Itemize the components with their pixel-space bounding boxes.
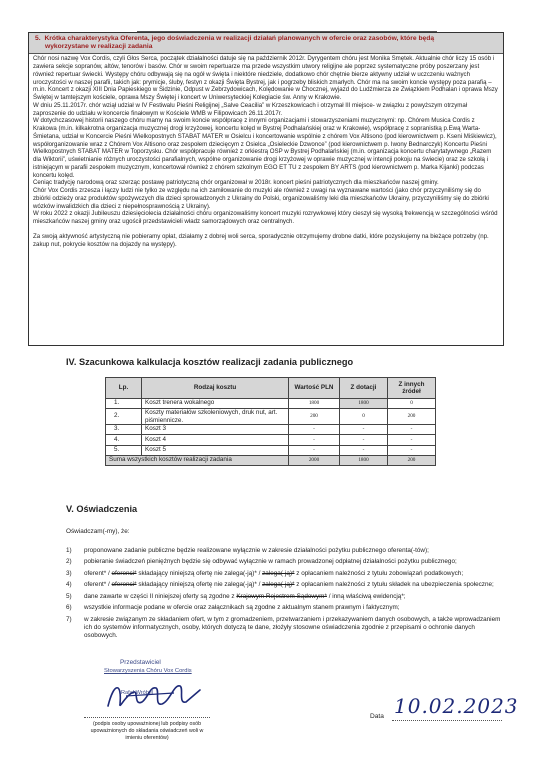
table-row <box>106 399 436 409</box>
item-text-a: oferent* / <box>84 581 110 589</box>
declaration-item <box>66 547 506 555</box>
underline-mark <box>137 31 437 32</box>
sum-label: Suma wszystkich kosztów realizacji zadania <box>106 455 289 465</box>
cell-other: 200 <box>388 409 436 424</box>
cell-grant: - <box>340 445 388 455</box>
table-row <box>106 409 436 424</box>
cell-cost-name: Koszty materiałów szkoleniowych, druk nut, art. piśmiennicze. <box>142 409 289 424</box>
struck-text: Krajowym Rejestrem Sądowym* <box>236 592 327 600</box>
header-other-sources: Z innych źródeł <box>388 378 436 399</box>
cost-table <box>105 377 436 466</box>
stamp-name: Rafał Wróbel <box>121 690 154 696</box>
cell-cost-name: Koszt trenera wokalnego <box>142 399 289 409</box>
declaration-item <box>66 604 506 612</box>
cell-grant: - <box>340 435 388 445</box>
item-text-a: oferent* / <box>84 569 110 577</box>
cell-value: 200 <box>289 409 340 424</box>
cell-lp: 1. <box>106 399 142 409</box>
sum-other: 200 <box>388 455 436 465</box>
cell-value: 1800 <box>289 399 340 409</box>
cell-other: - <box>388 435 436 445</box>
table-row <box>106 445 436 455</box>
date-line <box>392 720 502 721</box>
cost-table-frame <box>105 377 435 495</box>
declaration-item <box>66 570 506 578</box>
item-text: pobieranie świadczeń pieniężnych będzie się odbywać wyłącznie w ramach prowadzonej odpłatnej działalności pożytku publicznego; <box>84 558 457 566</box>
cell-other: - <box>388 445 436 455</box>
cell-grant: - <box>340 424 388 434</box>
header-grant: Z dotacji <box>340 378 388 399</box>
date-label: Data <box>370 713 384 720</box>
struck-text: oferenci* <box>111 569 137 577</box>
cell-other: - <box>388 424 436 434</box>
item-number: 1) <box>66 547 72 554</box>
paragraph-cooperation: W dotychczasowej historii naszego chóru mamy na swoim koncie współpracę z innymi organizacjami i stowarzyszeniami muzycznymi: np. Chórem Musica Cordis z Krakowa (m.in. kilkakrotna organizacja muzycznej drogi krzyżowej, koncertu kolęd w Bystrej Podhalańskiej oraz w Krakowie), współpracę z sopranistką p.Ewą Warta-Śmietana, udział w Koncercie Pieśni Wielkopostnych STABAT MATER w Osielcu i koncertowanie wspólnie z chórem Vox Altisono (pod kierownictwem p. Kseni Miśkiewicz), współorganizowanie wraz z Chórem Vox Altisono oraz zespołem dziecięcym z Osielca „Osieleckie Dzwonce” (pod kierownictwem p. Iwony Bednarczyk) Koncertu Pieśni Wielkopostnych STABAT MATER w Toporzysku. Chór współpracuje również z orkiestrą OSP w Bystrej Podhalańskiej (m.in. organizacja koncertu charytatywnego „Razem dla Wiktorii”, uświetnianie różnych uroczystości parafialnych, wspólne organizowanie drogi krzyżowej w oprawie muzycznej w intencji pokoju na świecie) oraz ze szkołą i istniejącym w parafii zespołem muzycznym, koncertował również z chórem szkolnym EGO ET TU z zespołem BY ARTS (pod kierownictwem p. Marka Kijanki) podczas koncertu kolęd. <box>33 117 497 179</box>
section-5-box <box>28 32 504 346</box>
struck-text: zalega(-ją)* <box>262 569 295 577</box>
section-5-body <box>29 54 503 248</box>
struck-text: zalega(-ją)* <box>262 581 295 589</box>
item-number: 6) <box>66 604 72 612</box>
table-row <box>106 435 436 445</box>
item-text: proponowane zadanie publiczne będzie realizowane wyłącznie w zakresie działalności pożytku publicznego oferenta(-tów); <box>84 547 429 554</box>
declaration-item <box>66 593 506 601</box>
paragraph-values: Chór Vox Cordis zrzesza i łączy ludzi nie tylko ze względu na ich zamiłowanie do muzyki ale również z uwagi na wyznawane wartości (jako chór przyczyniliśmy się do zbiórki odzieży oraz produktów spożywczych dla dzieci sprowadzonych z Ukrainy do Polski, organizowaliśmy leki dla mieszkańców Ukrainy, przyczyniliśmy się do zbiórki wózków inwalidzkich dla dzieci z niepełnosprawnością z Ukrainy). <box>33 187 489 210</box>
section-5-heading-line1: Krótka charakterystyka Oferenta, jego doświadczenia w realizacji działań planowanych w ofercie oraz zasobów, które będą <box>44 35 435 42</box>
cell-other: 0 <box>388 399 436 409</box>
item-text-c: składający niniejszą ofertę nie zalega(-ją)* / <box>136 581 263 589</box>
item-text-c: / inną właściwą ewidencją*; <box>326 592 406 600</box>
cell-value: - <box>289 445 340 455</box>
declaration-intro: Oświadczam(-my), że: <box>66 528 130 535</box>
header-value: Wartość PLN <box>289 378 340 399</box>
cell-cost-name: Koszt 3 <box>142 424 289 434</box>
item-text: wszystkie informacje podane w ofercie oraz załącznikach są zgodne z aktualnym stanem prawnym i faktycznym; <box>84 604 400 612</box>
struck-text: oferenci* <box>111 581 137 589</box>
handwritten-date: 10.02.2023 <box>394 694 519 718</box>
cell-lp: 5. <box>106 445 142 455</box>
sum-value: 2000 <box>289 455 340 465</box>
signature-caption: (podpis osoby upoważnionej lub podpisy osób upoważnionych do składania oświadczeń woli w imieniu oferentów) <box>90 721 204 741</box>
item-number: 3) <box>66 569 72 577</box>
stamp-organization: Stowarzyszenia Chóru Vox Cordis <box>104 668 192 674</box>
cell-value: - <box>289 424 340 434</box>
item-number: 2) <box>66 558 72 566</box>
item-text-e: z opłacaniem należności z tytułu składek na ubezpieczenia społeczne; <box>294 581 494 589</box>
table-row <box>106 424 436 434</box>
section-v-title: V. Oświadczenia <box>66 504 138 514</box>
table-sum-row <box>106 455 436 465</box>
item-text-c: składający niniejszą ofertę nie zalega(-ją)* / <box>136 569 263 577</box>
cell-lp: 4. <box>106 435 142 445</box>
section-5-heading <box>29 33 503 54</box>
paragraph-jubilee: W roku 2022 z okazji Jubileuszu dziesięciolecia działalności chóru organizowaliśmy koncert muzyki rozrywkowej który cieszył się wysoką frekwencją w szczególności wśród mieszkańców naszej gminy oraz ugościł przedstawicieli władz samorządowych oraz centralnych. <box>33 210 498 226</box>
cell-lp: 3. <box>106 424 142 434</box>
item-number: 7) <box>66 615 72 623</box>
handwritten-signature <box>104 676 204 716</box>
section-4-title: IV. Szacunkowa kalkulacja kosztów realizacji zadania publicznego <box>66 357 354 367</box>
paragraph-patriotic: Ceniąc tradycję narodową oraz szerząc postawę patriotyczną chór organizował w 2018r. koncert pieśni patriotycznych dla mieszkańców naszej gminy. <box>33 179 439 187</box>
declaration-item <box>66 581 506 589</box>
paragraph-history: Chór nosi nazwę Vox Cordis, czyli Głos Serca, początek działalności datuje się na październik 2012r. Dyrygentem chóru jest Monika Smętek. Aktualnie chór liczy 15 osób i zawiera sekcje sopranów, altów, tenorów i basów. Chór w swoim repertuarze ma przede wszystkim utwory religijne ale poprzez systematyczne próby poszerzany jest również repertuar świecki. Występy chóru odbywają się na ogół w święta i niektóre niedziele, dodatkowo chór chętnie bierze aktywny udział w uczczeniu ważnych uroczystości w naszej parafii, takich jak: prymicje, śluby, festyn z okazji Święta Bystrej, jak i pogrzeby bliskich zmarłych. Chór ma na swoim koncie występy poza parafią – m.in. Koncert z okazji XIII Dnia Papieskiego w Sidzinie, Odpust w Zebrzydowicach, Kolędowanie w Chocznej, wyjazd do Ludźmierza ze Związkiem Podhalan i oprawa Mszy Świętej w tamtejszym kościele, oprawa Mszy Świętej i koncert w Uniwersyteckiej Kolegiacie św. Anny w Krakowie. <box>33 55 498 102</box>
sum-grant: 1800 <box>340 455 388 465</box>
cell-cost-name: Koszt 5 <box>142 445 289 455</box>
declarations-list <box>66 547 506 644</box>
header-lp: Lp. <box>106 378 142 399</box>
paragraph-festival: W dniu 25.11.2017r. chór wziął udział w IV Festiwalu Pieśni Religijnej „Salve Ceacilia” w Krzeszkowicach i otrzymał III miejsce- w związku z powyższym otrzymał zaproszenie do udziału w koncercie finałowym w Kościele WMB w Filipowicach 26.11.2017r. <box>33 101 468 117</box>
header-cost-type: Rodzaj kosztu <box>142 378 289 399</box>
item-text-e: z opłacaniem należności z tytułu zobowiązań podatkowych; <box>294 569 464 577</box>
declaration-item <box>66 616 506 640</box>
cell-value: - <box>289 435 340 445</box>
cell-grant: 0 <box>340 409 388 424</box>
declaration-item <box>66 558 506 566</box>
cell-lp: 2. <box>106 409 142 424</box>
section-5-number: 5. <box>35 35 41 42</box>
item-number: 5) <box>66 592 72 600</box>
cell-cost-name: Koszt 4 <box>142 435 289 445</box>
paragraph-funding: Za swoją aktywność artystyczną nie pobieramy opłat, działamy z dobrej woli serca, sporadycznie otrzymujemy drobne datki, które pozyskujemy na bieżące potrzeby (np. zakup nut, pokrycie kosztów na dojazdy na występy). <box>33 232 489 248</box>
cell-grant: 1800 <box>340 399 388 409</box>
stamp-title: Przedstawiciel <box>120 659 161 666</box>
cost-table-header-row <box>106 378 436 399</box>
item-text: w zakresie związanym ze składaniem ofert, w tym z gromadzeniem, przetwarzaniem i przekazywaniem danych osobowych, a także wprowadzaniem ich do systemów informatycznych, osoby, których dotyczą te dane, złożyły stosowne oświadczenia zgodnie z przepisami o ochronie danych osobowych. <box>84 615 501 640</box>
section-5-heading-line2: wykorzystane w realizacji zadania <box>45 43 153 51</box>
item-text-a: dane zawarte w części II niniejszej oferty są zgodne z <box>84 592 237 600</box>
item-number: 4) <box>66 581 72 589</box>
signature-line <box>84 717 210 718</box>
